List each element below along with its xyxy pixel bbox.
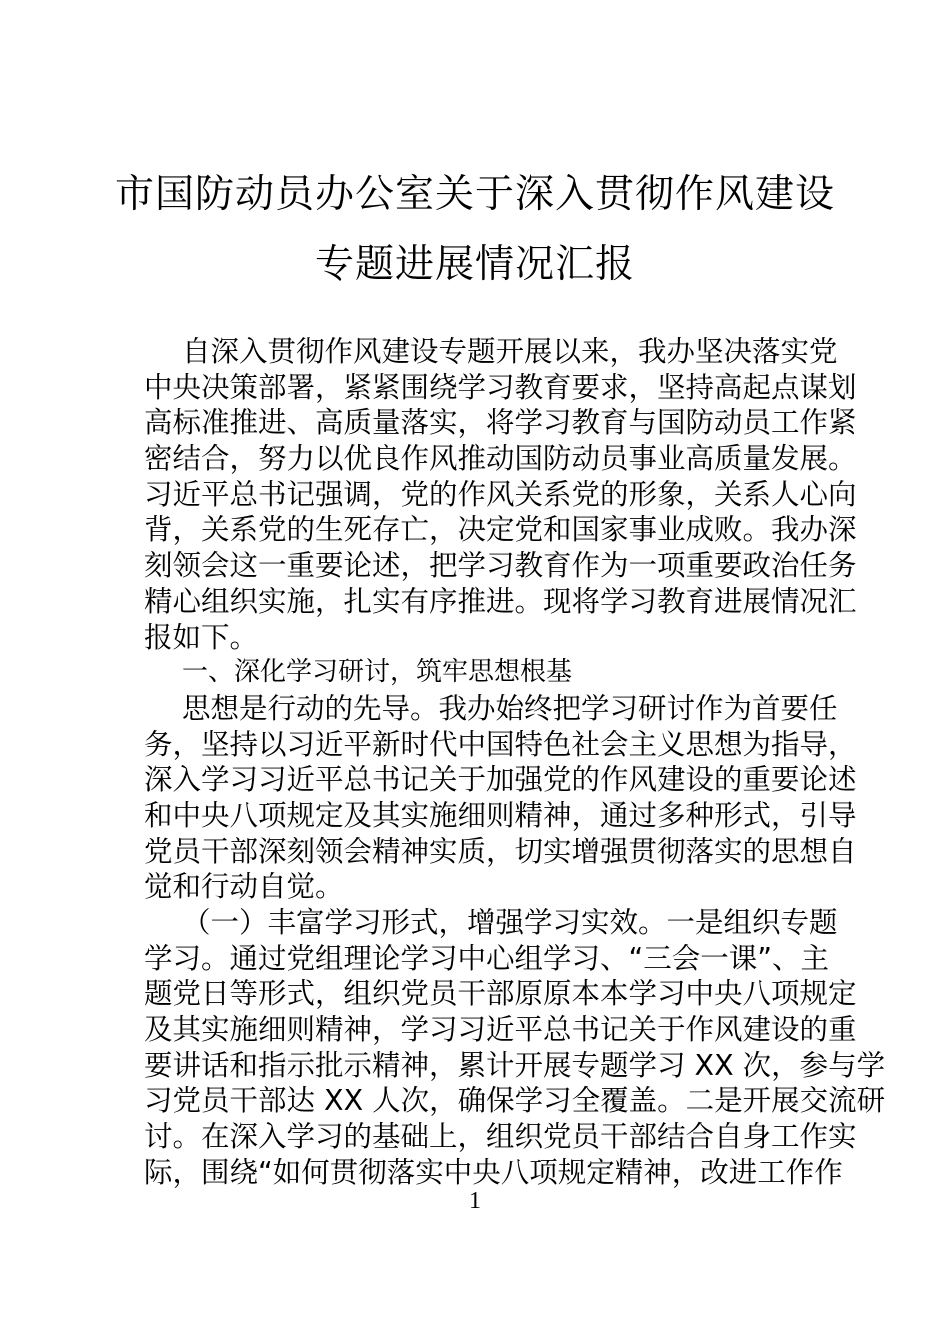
text-line: 习近平总书记强调，党的作风关系党的形象，关系人心向 <box>144 477 857 511</box>
text-line: 要讲话和指示批示精神，累计开展专题学习 XX 次，参与学 <box>144 1048 886 1082</box>
text-line: 讨。在深入学习的基础上，组织党员干部结合自身工作实 <box>144 1120 857 1154</box>
text-line: 精心组织实施，扎实有序推进。现将学习教育进展情况汇 <box>144 584 857 618</box>
section-heading <box>144 655 806 691</box>
text-line: 中央决策部署，紧紧围绕学习教育要求，坚持高起点谋划 <box>144 370 857 404</box>
page-number: 1 <box>469 1188 481 1214</box>
text-line: 觉和行动自觉。 <box>144 870 344 904</box>
document-title-line-2: 专题进展情况汇报 <box>314 242 635 287</box>
text-line: 高标准推进、高质量落实，将学习教育与国防动员工作紧 <box>144 406 857 440</box>
text-line: 党员干部深刻领会精神实质，切实增强贯彻落实的思想自 <box>144 834 857 868</box>
text-line: （一）丰富学习形式，增强学习实效。一是组织专题 <box>182 906 838 939</box>
document-title-line-1: 市国防动员办公室关于深入贯彻作风建设 <box>114 172 835 217</box>
text-line: 及其实施细则精神，学习习近平总书记关于作风建设的重 <box>144 1013 857 1047</box>
text-line: 报如下。 <box>144 620 259 654</box>
document-body <box>144 334 886 1191</box>
paragraph <box>144 905 886 1191</box>
text-line: 一、深化学习研讨，筑牢思想根基 <box>182 657 573 688</box>
text-line: 习党员干部达 XX 人次，确保学习全覆盖。二是开展交流研 <box>144 1084 886 1118</box>
text-line: 密结合，努力以优良作风推动国防动员事业高质量发展。 <box>144 442 857 476</box>
text-line: 深入学习习近平总书记关于加强党的作风建设的重要论述 <box>144 763 857 797</box>
text-line: 题党日等形式，组织党员干部原原本本学习中央八项规定 <box>144 977 857 1011</box>
text-line: 自深入贯彻作风建设专题开展以来，我办坚决落实党 <box>182 335 838 368</box>
paragraph <box>144 691 857 905</box>
text-line: 思想是行动的先导。我办始终把学习研讨作为首要任 <box>182 691 838 725</box>
text-line: 际，围绕“如何贯彻落实中央八项规定精神，改进工作作 <box>144 1155 843 1189</box>
text-line: 刻领会这一重要论述，把学习教育作为一项重要政治任务 <box>144 549 857 583</box>
paragraph <box>144 334 857 655</box>
text-line: 和中央八项规定及其实施细则精神，通过多种形式，引导 <box>144 798 857 832</box>
text-line: 学习。通过党组理论学习中心组学习、“三会一课”、主 <box>144 941 830 975</box>
text-line: 务，坚持以习近平新时代中国特色社会主义思想为指导， <box>144 727 857 761</box>
text-line: 背，关系党的生死存亡，决定党和国家事业成败。我办深 <box>144 513 857 547</box>
